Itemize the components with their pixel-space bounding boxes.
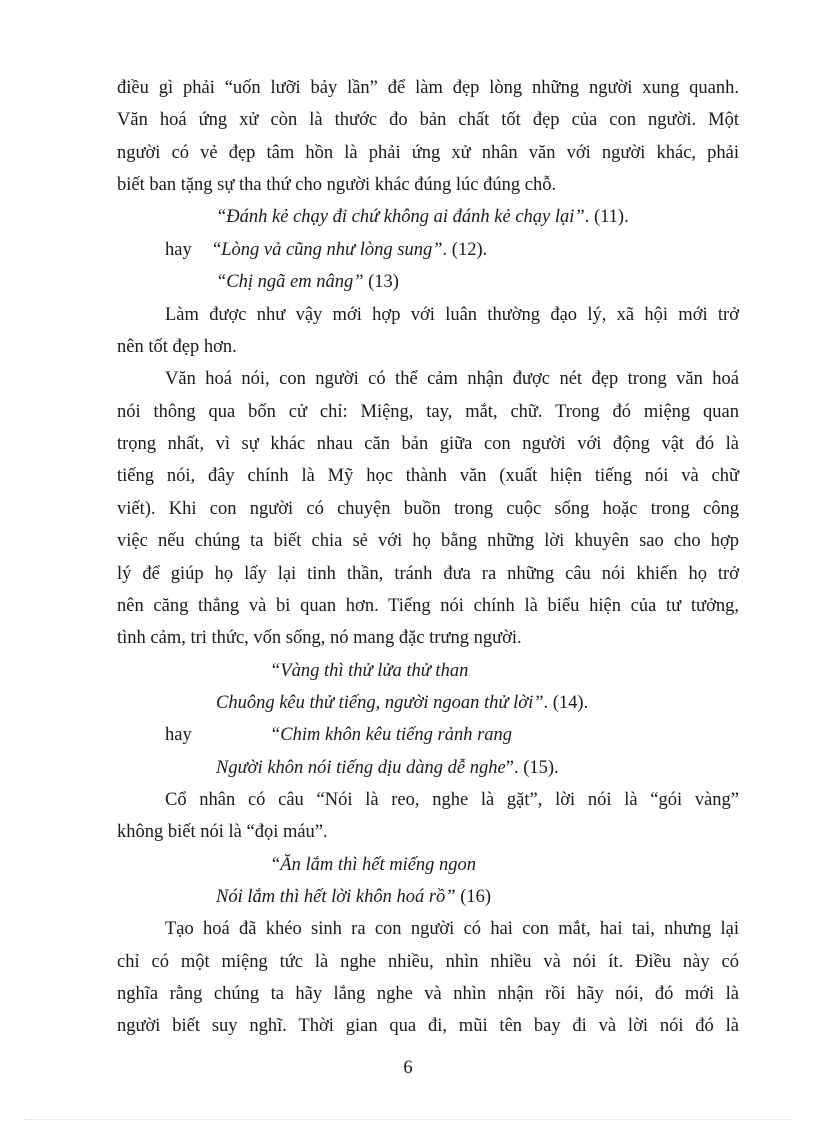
paragraph-line: chỉ có một miệng tức là nghe nhiều, nhìn nhiều và nói ít. Điều này có (117, 952, 739, 972)
page-bottom-divider (24, 1119, 792, 1120)
proverb-quote (213, 238, 487, 262)
proverb-text: Lòng vả cũng như lòng sung” (221, 240, 443, 260)
page-number: 6 (403, 1058, 413, 1078)
paragraph-line: nên căng thẳng và bi quan hơn. Tiếng nói chính là biểu hiện của tư tưởng, (117, 596, 739, 616)
paragraph-line: nên tốt đẹp hơn. (117, 337, 237, 357)
connector-hay: hay (165, 240, 192, 260)
proverb-quote (216, 270, 399, 294)
open-quote: “ (213, 240, 222, 260)
paragraph-line: Cổ nhân có câu “Nói là reo, nghe là gặt”, lời nói là “gói vàng” (165, 790, 739, 810)
paragraph-line: tình cảm, tri thức, vốn sống, nó mang đặc trưng người. (117, 628, 522, 648)
paragraph-line: Văn hoá nói, con người có thể cảm nhận được nét đẹp trong văn hoá (165, 369, 739, 389)
paragraph-line: việc nếu chúng ta biết chia sẻ với họ bằng những lời khuyên sao cho hợp (117, 531, 739, 551)
citation-ref: . (11). (584, 207, 629, 227)
paragraph-line: trọng nhất, vì sự khác nhau căn bản giữa con người với động vật đó là (117, 434, 739, 454)
proverb-quote (216, 205, 629, 229)
connector-hay: hay (165, 725, 192, 745)
verse-line: “Chim khôn kêu tiếng rảnh rang (270, 725, 513, 745)
paragraph-line: người biết suy nghĩ. Thời gian qua đi, mũi tên bay đi và lời nói đó là (117, 1016, 739, 1036)
verse-line: “Vàng thì thử lửa thử than (270, 661, 469, 681)
paragraph-line: không biết nói là “đọi máu”. (117, 822, 328, 842)
paragraph-line: lý để giúp họ lấy lại tinh thần, tránh đưa ra những câu nói khiến họ trở (117, 564, 739, 584)
verse-line (216, 885, 491, 909)
verse-line (216, 756, 559, 780)
paragraph-line: nói thông qua bốn cử chỉ: Miệng, tay, mắt, chữ. Trong đó miệng quan (117, 402, 739, 422)
paragraph-line: Văn hoá ứng xử còn là thước đo bản chất tốt đẹp của con người. Một (117, 110, 739, 130)
citation-ref: (16) (455, 887, 492, 907)
paragraph-line: tiếng nói, đây chính là Mỹ học thành văn (xuất hiện tiếng nói và chữ (117, 466, 739, 486)
paragraph-line: Làm được như vậy mới hợp với luân thường đạo lý, xã hội mới trở (165, 305, 739, 325)
verse-line: “Ăn lắm thì hết miếng ngon (270, 855, 477, 875)
paragraph-line: người có vẻ đẹp tâm hồn là phải ứng xử nhân văn với người khác, phải (117, 143, 739, 163)
citation-ref: ”. (15). (505, 758, 559, 778)
citation-ref: (13) (363, 272, 399, 292)
paragraph-line: viết). Khi con người có chuyện buồn trong cuộc sống hoặc trong công (117, 499, 739, 519)
paragraph-line: biết ban tặng sự tha thứ cho người khác đúng lúc đúng chỗ. (117, 175, 557, 195)
paragraph-line: điều gì phải “uốn lưỡi bảy lần” để làm đẹp lòng những người xung quanh. (117, 78, 739, 98)
verse-line (216, 691, 588, 715)
paragraph-line: Tạo hoá đã khéo sinh ra con người có hai con mắt, hai tai, nhưng lại (165, 919, 739, 939)
proverb-text: “Đánh kẻ chạy đi chứ không ai đánh kẻ chạy lại” (216, 207, 585, 227)
verse-text: Chuông kêu thử tiếng, người ngoan thử lời” (216, 693, 544, 713)
citation-ref: . (12). (442, 240, 488, 260)
verse-text: Nói lắm thì hết lời khôn hoá rồ” (216, 887, 456, 907)
citation-ref: . (14). (543, 693, 589, 713)
paragraph-line: nghĩa rằng chúng ta hãy lắng nghe và nhìn nhận rồi hãy nói, đó mới là (117, 984, 739, 1004)
verse-text: Người khôn nói tiếng dịu dàng dễ nghe (216, 758, 506, 778)
proverb-text: “Chị ngã em nâng” (216, 272, 364, 292)
